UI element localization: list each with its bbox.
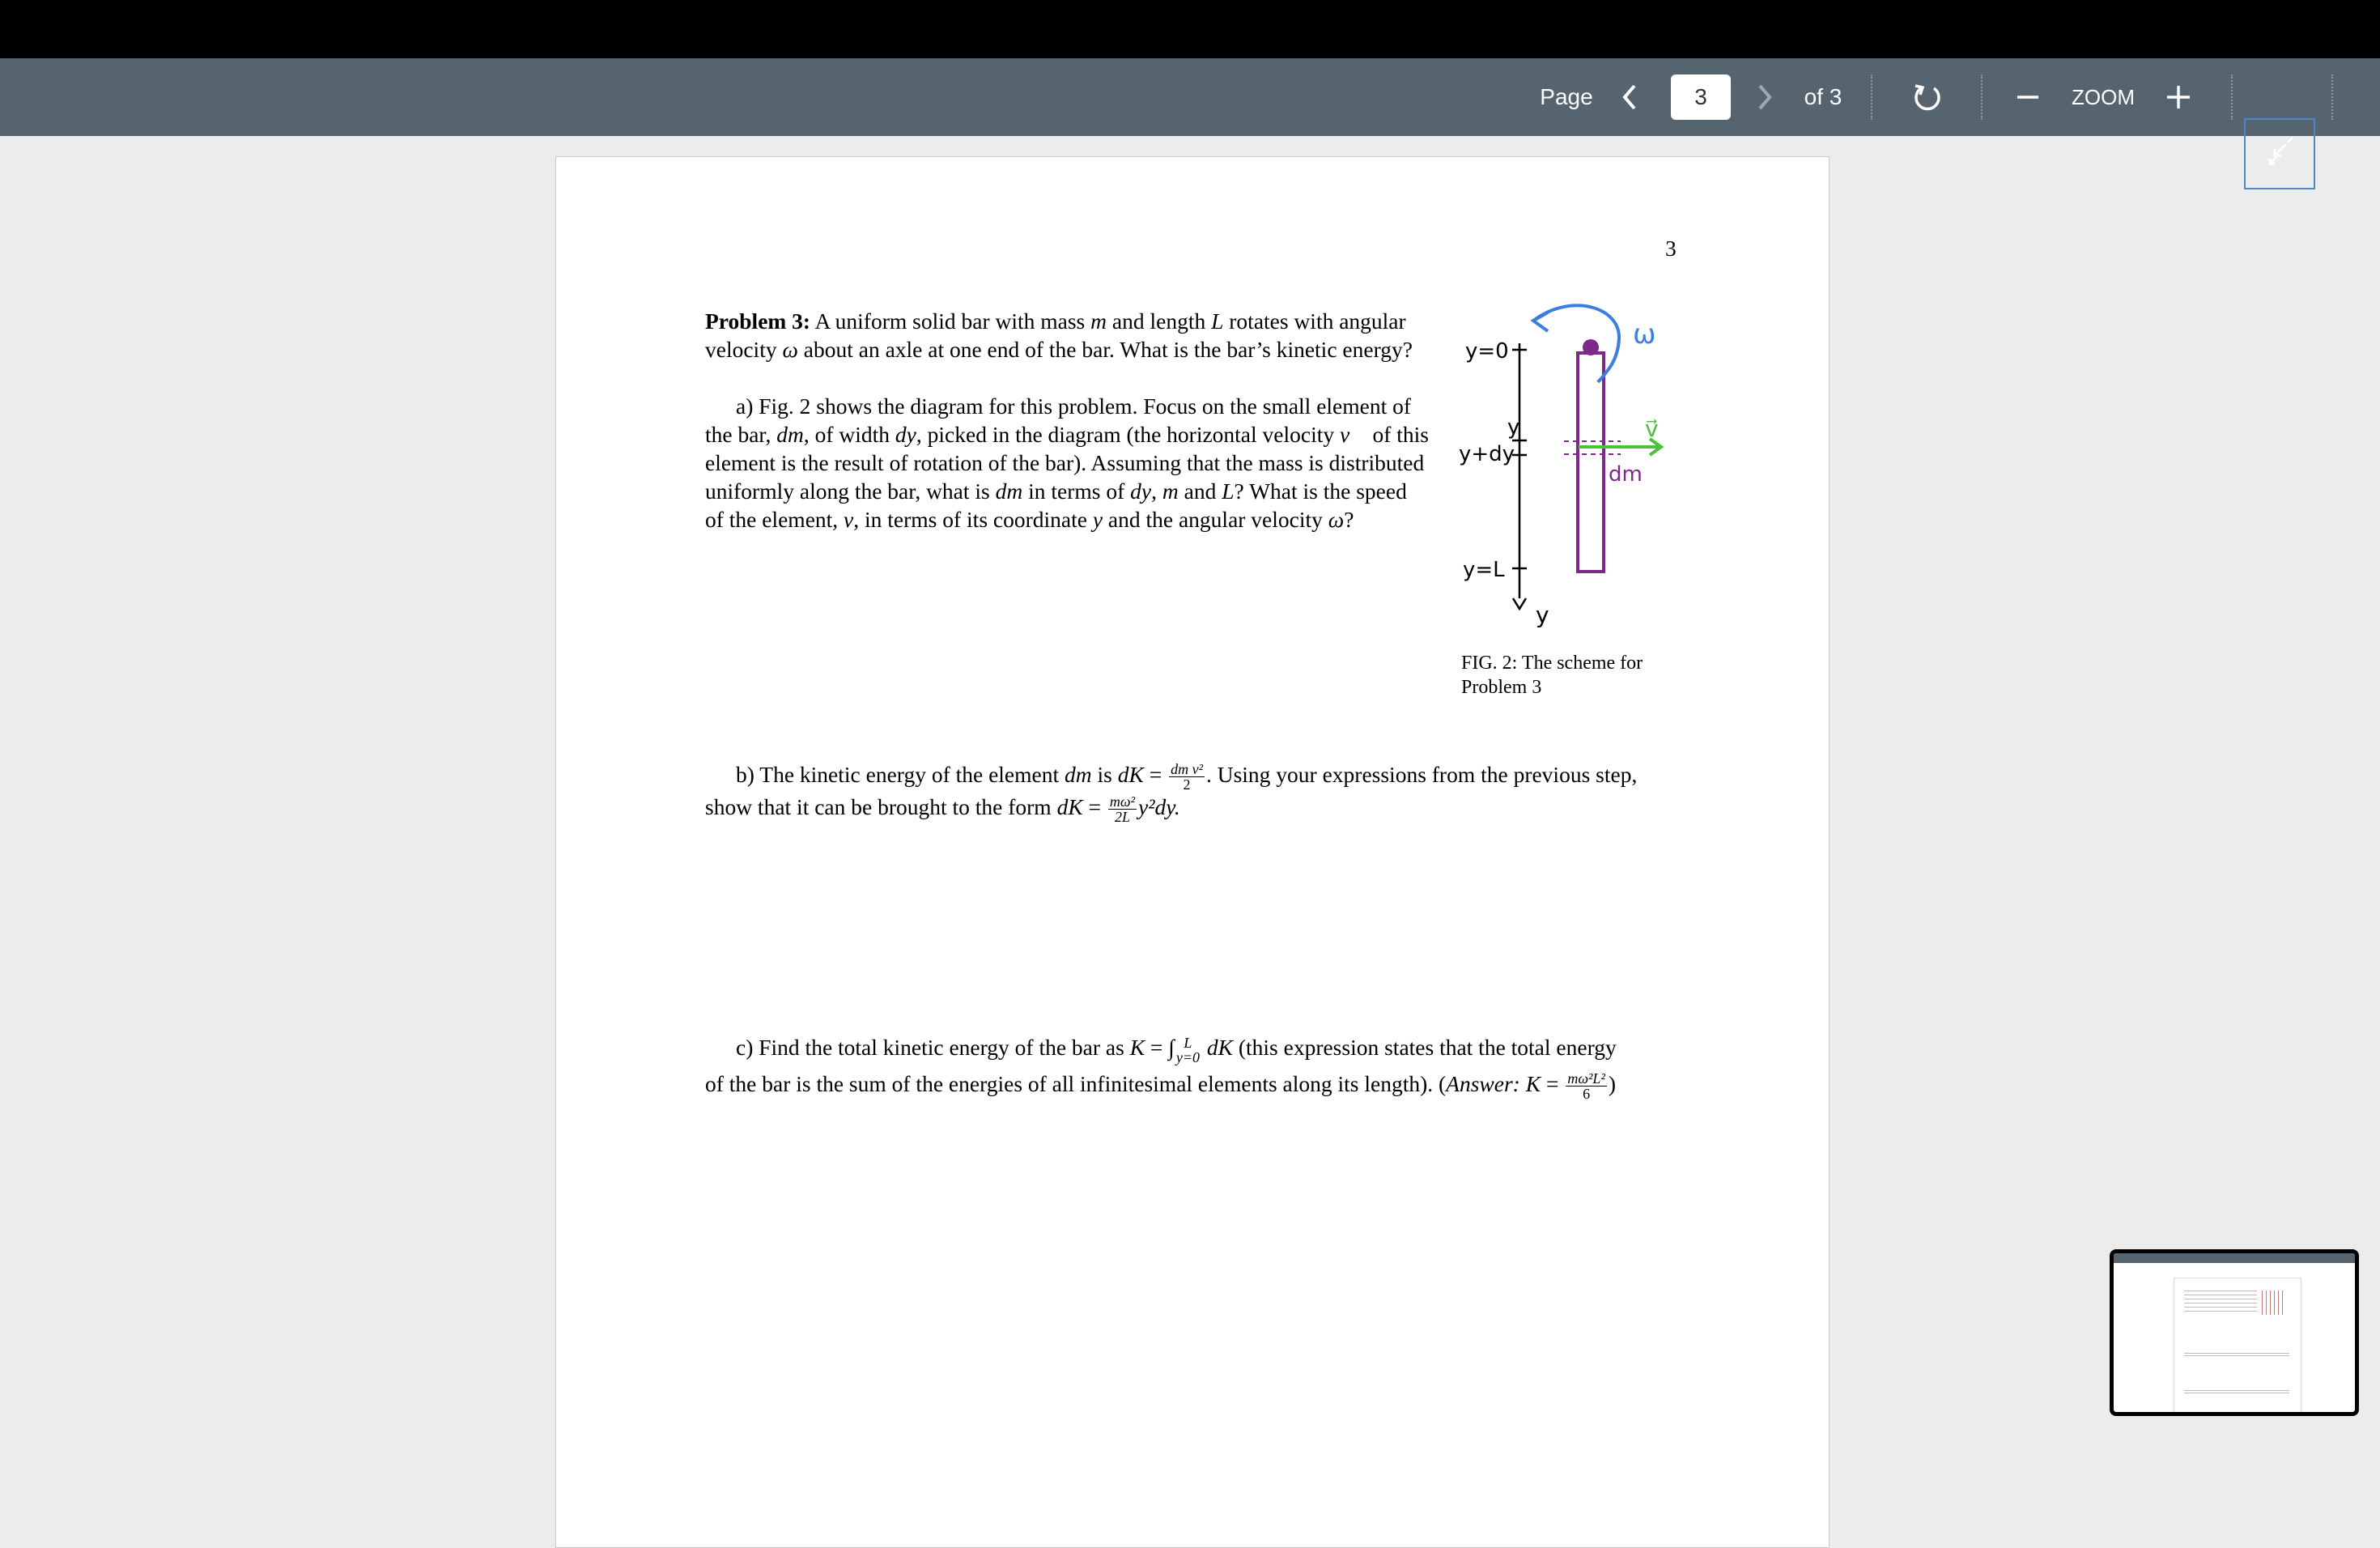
part-a-line4: uniformly along the bar, what is dm in terms of dy, m and L? What is the speed	[705, 478, 1407, 504]
figure-caption-line2: Problem 3	[1461, 677, 1542, 698]
dm-label: dm	[1609, 462, 1643, 487]
separator	[2231, 74, 2233, 120]
separator	[1871, 74, 1872, 120]
figure-2-diagram	[1459, 295, 1726, 635]
label-y-plus-dy: y+dy	[1459, 442, 1515, 466]
pdf-toolbar	[0, 58, 2380, 136]
separator	[2331, 74, 2333, 120]
label-y0: y=0	[1465, 339, 1509, 364]
plus-icon[interactable]	[2161, 58, 2195, 136]
velocity-label: v⃗	[1645, 415, 1659, 442]
part-c-line1: c) Find the total kinetic energy of the bar as K = ∫ L y=0 dK (this expression states that the total energy	[736, 1034, 1617, 1065]
chevron-right-icon[interactable]	[1749, 58, 1781, 136]
pdf-page	[555, 156, 1830, 1548]
page-number: 3	[1665, 236, 1677, 261]
part-b-line2: show that it can be brought to the form dK = $\frac{\text{mω²}}{2L}$ y²dy.	[705, 793, 1180, 826]
zoom-label: ZOOM	[2072, 84, 2135, 109]
axle-dot	[1583, 339, 1599, 355]
bar-shape	[1578, 353, 1604, 572]
page-thumbnail[interactable]	[2110, 1249, 2359, 1416]
label-y: y	[1507, 415, 1520, 440]
page-number-input[interactable]	[1671, 74, 1731, 120]
part-a-line1: a) Fig. 2 shows the diagram for this problem. Focus on the small element of	[736, 393, 1412, 419]
chevron-left-icon[interactable]	[1613, 58, 1646, 136]
y-axis-label: y	[1536, 602, 1549, 628]
thumbnail-toolbar	[2114, 1253, 2355, 1263]
part-a-line5: of the element, v, in terms of its coordinate y and the angular velocity ω?	[705, 507, 1354, 532]
problem-statement-line2: velocity ω about an axle at one end of the bar. What is the bar’s kinetic energy?	[705, 337, 1413, 362]
label-y-L: y=L	[1463, 558, 1505, 582]
thumbnail-page	[2174, 1278, 2301, 1415]
minus-icon[interactable]	[2012, 58, 2044, 136]
part-a-line3: element is the result of rotation of the bar). Assuming that the mass is distributed	[705, 450, 1425, 475]
page-label: Page	[1540, 84, 1593, 109]
thumbnail-text	[2184, 1353, 2289, 1358]
part-a-line2: the bar, dm, of width dy, picked in the diagram (the horizontal velocity v⃗ of this	[705, 422, 1429, 447]
thumbnail-text	[2184, 1291, 2257, 1315]
rotate-icon[interactable]	[1907, 58, 1948, 136]
problem-statement-line1: Problem 3: A uniform solid bar with mass m and length L rotates with angular	[705, 308, 1406, 334]
exit-fit-button[interactable]	[2244, 118, 2315, 189]
part-c-line2: of the bar is the sum of the energies of all infinitesimal elements along its length). (Answer: K = $\frac{\text{mω²L²}}{6}$ )	[705, 1070, 1617, 1103]
figure-caption-line1: FIG. 2: The scheme for	[1461, 653, 1643, 674]
page-count: of 3	[1804, 84, 1842, 109]
thumbnail-figure	[2262, 1291, 2284, 1315]
thumbnail-text	[2184, 1390, 2289, 1394]
separator	[1981, 74, 1983, 120]
omega-label: ω	[1633, 318, 1656, 351]
exit-fit-icon	[2246, 120, 2314, 188]
part-b-line1: b) The kinetic energy of the element dm is dK = $\frac{\text{dm v²}}{2}$ . Using your expressions from the previous step,	[736, 761, 1638, 793]
top-black-bar	[0, 0, 2380, 58]
